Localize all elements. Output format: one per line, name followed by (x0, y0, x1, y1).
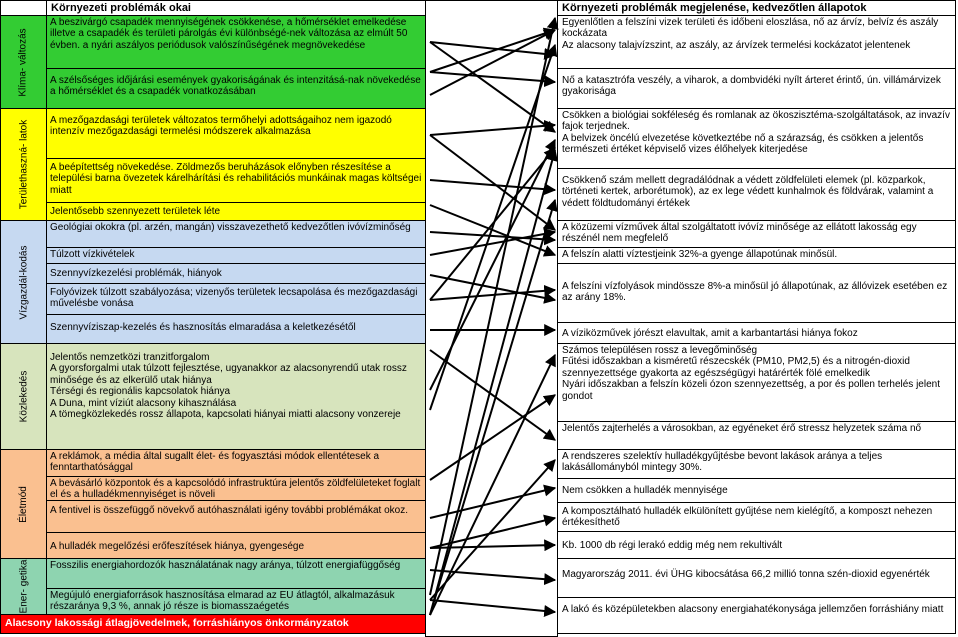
category-label: Klíma- változás (18, 27, 30, 97)
cause-cell: A mezőgazdasági területek változatos termőhelyi adottságaihoz nem igazodó intenzív mezőgazdasági termelési módszerek alkalmazása (46, 108, 426, 159)
arrow-4 (430, 30, 555, 95)
effect-cell: Egyenlőtlen a felszíni vizek területi és időbeni eloszlása, nő az árvíz, belvíz és aszály kockázata Az alacsony talajvízszint, az aszály, az árvízek termelési kockázatot jelentenek (557, 15, 956, 69)
arrow-0 (430, 42, 555, 55)
category-label: Közlekedés (18, 370, 30, 423)
effect-cell: Nem csökken a hulladék mennyisége (557, 478, 956, 503)
effect-cell: A komposztálható hulladék elkülönített gyűjtése nem kielégítő, a komposzt nehezen értékesíthető (557, 502, 956, 532)
effect-cell: Magyarország 2011. évi ÜHG kibocsátása 66,2 millió tonna szén-dioxid egyenérték (557, 558, 956, 598)
effect-cell: A felszín alatti víztestjeink 32%-a gyenge állapotúnak minősül. (557, 247, 956, 264)
right-column-header: Környezeti problémák megjelenése, kedvezőtlen állapotok (557, 0, 956, 16)
effect-cell: Jelentős zajterhelés a városokban, az egyéneket érő stressz helyzetek száma nő (557, 421, 956, 450)
cause-cell: A bevásárló központok és a kapcsolódó infrastruktúra jelentős zöldfelületeket foglalt el és a hulladékmennyiséget is növeli (46, 476, 426, 501)
effect-cell: Csökkenő szám mellett degradálódnak a védett zöldfelületi elemek (pl. közparkok, történeti kertek, arborétumok), az ex lege védett kunhalmok és földvárak, valamint a védett földtudományi értékek (557, 168, 956, 221)
category-label: Vízgazdál-kodás (18, 245, 29, 319)
footer-banner: Alacsony lakossági átlagjövedelmek, forráshiányos önkormányzatok (0, 614, 426, 634)
cause-cell: Fosszilis energiahordozók használatának nagy aránya, túlzott energiafüggőség (46, 558, 426, 589)
cause-cell: A beépítettség növekedése. Zöldmezős beruházások előnyben részesítése a települési barna övezetek kárelhárítási és rehabilitációs munkáinak magas költségei miatt (46, 158, 426, 203)
cause-cell: A beszivárgó csapadék mennyiségének csökkenése, a hőmérséklet emelkedése illetve a csapadék és területi párolgás évi különbségé-nek változása az elmúlt 50 évben. a nyári aszályos periódusok valószínűségének megnövekedése (46, 15, 426, 69)
cause-cell: A szélsőséges időjárási események gyakoriságának és intenzitásá-nak növekedése a hőmérséklet és a csapadék vonatkozásában (46, 68, 426, 109)
cause-cell: Geológiai okokra (pl. arzén, mangán) visszavezethető kedvezőtlen ivóvízminőség (46, 220, 426, 248)
effect-cell: A felszíni vízfolyások mindössze 8%-a minősül jó állapotúnak, az állóvizek esetében ez az arány 18%. (557, 263, 956, 323)
arrow-5 (430, 125, 555, 135)
effect-cell: Nő a katasztrófa veszély, a viharok, a dombvidéki nyílt árteret érintő, ún. villámárvizek gyakorisága (557, 68, 956, 109)
effect-cell: Kb. 1000 db régi lerakó eddig még nem rekultivált (557, 531, 956, 559)
effect-cell: A közüzemi vízművek által szolgáltatott ivóvíz minősége az ellátott lakosság egy részénél nem megfelelő (557, 220, 956, 248)
effect-cell: A rendszeres szelektív hulladékgyűjtésbe bevont lakások aránya a teljes lakásállományból mintegy 30%. (557, 449, 956, 479)
arrow-2 (430, 30, 555, 72)
effect-cell: A víziközművek jórészt elavultak, amit a karbantartási hiánya fokoz (557, 322, 956, 344)
cause-cell: A fentivel is összefüggő növekvő autóhasználati igény további problémákat okoz. (46, 500, 426, 533)
cause-cell: Szennyvíziszap-kezelés és hasznosítás elmaradása a keletkezésétől (46, 314, 426, 344)
cause-cell: Jelentősebb szennyezett területek léte (46, 202, 426, 221)
cause-cell: A hulladék megelőzési erőfeszítések hiánya, gyengesége (46, 532, 426, 559)
left-column-header: Környezeti problémák okai (46, 0, 426, 16)
arrow-12 (430, 290, 555, 300)
cause-cell: Folyóvizek túlzott szabályozása; vizenyős területek lecsapolása és mezőgazdasági művelésbe vonása (46, 283, 426, 315)
arrow-26 (430, 18, 555, 595)
arrow-21 (430, 600, 555, 612)
category-label: Területhaszná- latok (18, 119, 29, 210)
effect-cell: A lakó és középületekben alacsony energiahatékonysága jellemzően forráshiány miatt (557, 597, 956, 634)
arrow-1 (430, 42, 555, 132)
cause-cell: Szennyvízkezelési problémák, hiányok (46, 263, 426, 284)
arrow-17 (430, 488, 555, 518)
category-label: Életmód (18, 485, 29, 523)
category-label: Ener- getika (18, 559, 30, 614)
cause-cell: Jelentős nemzetközi tranzitforgalom A gyorsforgalmi utak túlzott fejlesztése, ugyanakkor az alacsonyrendű utak rossz minősége és az elkerülő utak hiánya Térségi és regionális kapcsolatok hiánya A Duna, mint víziút alacsony kihasználása A tömegközlekedés rossz állapota, kapcsolati hiányai miatti alacsony vonzereje (46, 343, 426, 450)
arrow-3 (430, 72, 555, 82)
effect-cell: Csökken a biológiai sokféleség és romlanak az ökoszisztéma-szolgáltatások, az invazív fajok terjednek. A belvizek öncélú elvezetése következtébe nő a szárazság, és csökken a jelentős természeti értéket képviselő vizes élőhelyek kiterjedése (557, 108, 956, 169)
effect-cell: Számos településen rossz a levegőminőség Fűtési időszakban a kisméretű részecskék (PM10, PM2,5) és a nitrogén-dioxid szennyezettsége gyakorta az egészségügyi határérték fölé emelkedik Nyári időszakban a felszín közeli ózon szennyezettség, a por és pollen terhelés jelent gondot (557, 343, 956, 422)
cause-cell: Túlzott vízkivételek (46, 247, 426, 264)
cause-cell: A reklámok, a média által sugallt élet- és fogyasztási módok ellentétesek a fenntarthatósággal (46, 449, 426, 477)
cause-cell: Megújuló energiaforrások hasznosítása elmarad az EU átlagtól, alkalmazásuk részaránya 9,3 %, annak jó része is biomasszaégetés (46, 588, 426, 615)
arrow-27 (430, 45, 555, 410)
arrow-13 (430, 148, 555, 300)
